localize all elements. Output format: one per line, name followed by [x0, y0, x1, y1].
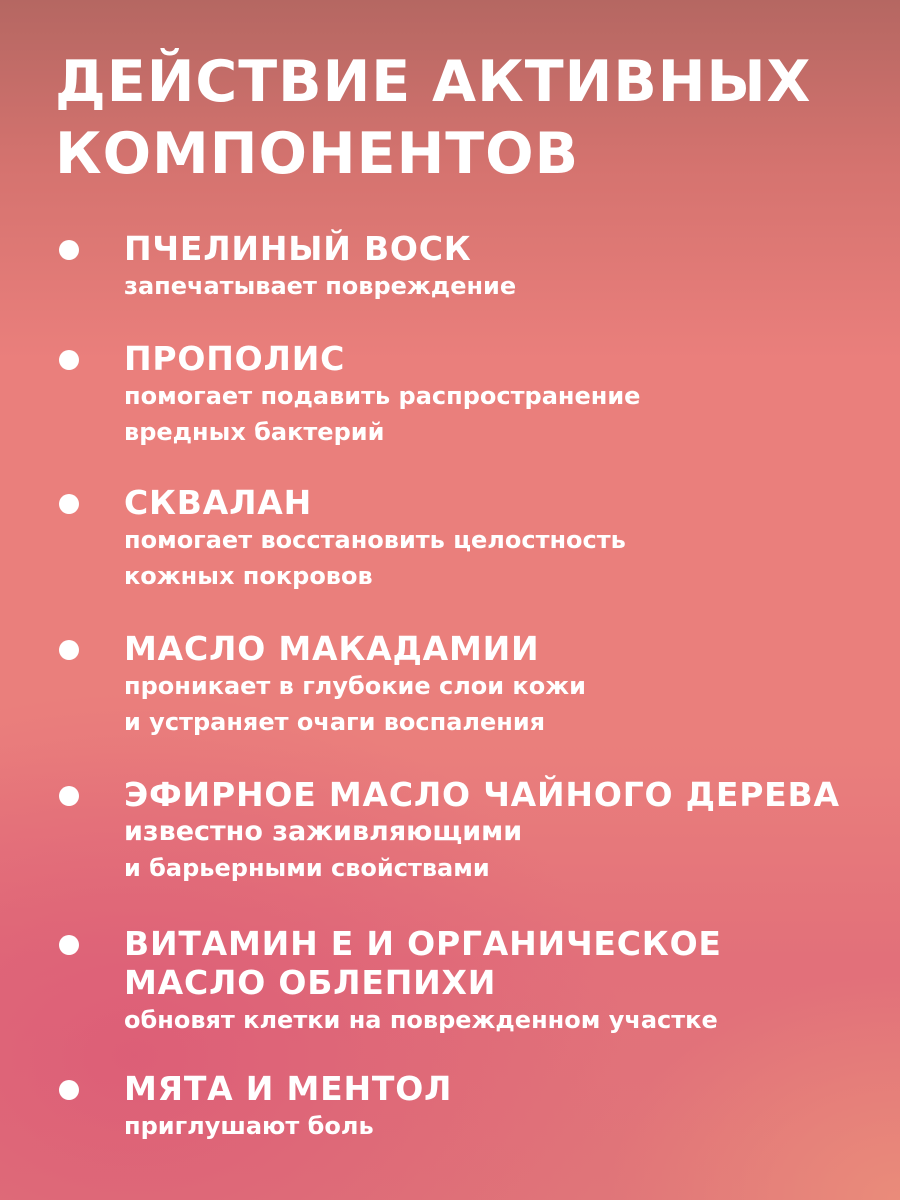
- page-title-line-1: ДЕЙСТВИЕ АКТИВНЫХ: [55, 49, 812, 115]
- bullet-icon: [59, 640, 79, 660]
- bullet-icon: [59, 240, 79, 260]
- item-title: МАСЛО МАКАДАМИИ: [124, 629, 540, 668]
- item-title: ПРОПОЛИС: [124, 339, 346, 378]
- bullet-icon: [59, 494, 79, 514]
- item-title: ЭФИРНОЕ МАСЛО ЧАЙНОГО ДЕРЕВА: [124, 775, 840, 814]
- bullet-icon: [59, 350, 79, 370]
- item-title: МЯТА И МЕНТОЛ: [124, 1069, 453, 1108]
- bullet-icon: [59, 935, 79, 955]
- item-description: проникает в глубокие слои кожи: [124, 672, 586, 700]
- item-description: и устраняет очаги воспаления: [124, 708, 546, 736]
- item-title: ВИТАМИН Е И ОРГАНИЧЕСКОЕ: [124, 924, 722, 963]
- item-description: обновят клетки на поврежденном участке: [124, 1006, 718, 1034]
- item-description: вредных бактерий: [124, 418, 385, 446]
- item-description: известно заживляющими: [124, 816, 523, 847]
- item-description: и барьерными свойствами: [124, 854, 490, 882]
- bullet-icon: [59, 786, 79, 806]
- item-description: помогает подавить распространение: [124, 382, 641, 410]
- item-title: ПЧЕЛИНЫЙ ВОСК: [124, 229, 472, 268]
- item-description: помогает восстановить целостность: [124, 526, 626, 554]
- page-title: [55, 46, 812, 190]
- item-title: МАСЛО ОБЛЕПИХИ: [124, 963, 497, 1002]
- item-description: приглушают боль: [124, 1112, 374, 1140]
- item-title: СКВАЛАН: [124, 483, 313, 522]
- bullet-icon: [59, 1080, 79, 1100]
- item-description: запечатывает повреждение: [124, 272, 517, 300]
- item-description: кожных покровов: [124, 562, 373, 590]
- page-title-line-2: КОМПОНЕНТОВ: [55, 121, 580, 187]
